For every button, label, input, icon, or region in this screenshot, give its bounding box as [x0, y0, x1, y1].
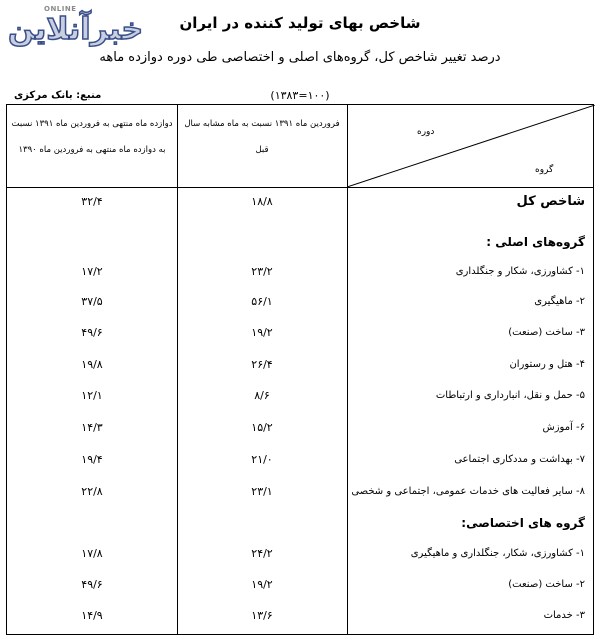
group-heading-row — [7, 232, 595, 252]
row-label: ۷- بهداشت و مددکاری اجتماعی — [454, 454, 585, 465]
corner-diagonal — [347, 105, 595, 187]
table-row — [7, 450, 595, 470]
row-value-twelve-months: ۱۷/۲ — [81, 265, 103, 278]
header-divider — [7, 187, 593, 188]
row-value-april: ۱۵/۲ — [251, 421, 273, 434]
page-title: شاخص بهای تولید کننده در ایران — [179, 14, 421, 32]
column-header-twelve-months: دوازده ماه منتهی به فروردین ماه ۱۳۹۱ نسبت به دوازده ماه منتهی به فروردین ماه ۱۳۹۰ — [11, 119, 173, 155]
row-label: ۸- سایر فعالیت های خدمات عمومی، اجتماعی و شخصی — [351, 486, 585, 497]
row-label: ۲- ماهیگیری — [534, 296, 585, 307]
table-row — [7, 606, 595, 626]
ppi-table — [6, 104, 594, 635]
row-value-twelve-months: ۱۹/۴ — [81, 453, 103, 466]
table-row — [7, 386, 595, 406]
row-value-twelve-months: ۱۴/۳ — [81, 421, 103, 434]
total-row — [7, 192, 595, 212]
row-value-april: ۲۴/۲ — [251, 547, 273, 560]
row-value-twelve-months: ۳۲/۴ — [81, 195, 103, 208]
row-label: ۵- حمل و نقل، انبارداری و ارتباطات — [435, 390, 585, 401]
row-value-april: ۵۶/۱ — [251, 295, 273, 308]
corner-period-label: دوره — [417, 127, 435, 137]
table-row — [7, 292, 595, 312]
row-value-april: ۲۳/۱ — [251, 485, 273, 498]
corner-group-label: گروه — [535, 165, 554, 175]
table-row — [7, 418, 595, 438]
row-label: گروه های اختصاصی: — [461, 516, 585, 530]
row-label: گروه‌های اصلی : — [486, 235, 585, 249]
row-label: ۱- کشاورزی، شکار، جنگلداری و ماهیگیری — [410, 548, 585, 559]
site-logo[interactable] — [6, 2, 144, 50]
row-label: ۳- خدمات — [543, 610, 585, 621]
row-label: ۴- هتل و رستوران — [509, 359, 585, 370]
row-value-april: ۲۶/۴ — [251, 358, 273, 371]
row-label: ۲- ساخت (صنعت) — [508, 579, 585, 590]
row-value-april: ۸/۶ — [254, 389, 270, 402]
logo-online-text: ONLINE — [44, 5, 77, 13]
table-row — [7, 262, 595, 282]
row-value-april: ۱۹/۲ — [251, 326, 273, 339]
row-value-april: ۲۱/۰ — [251, 453, 273, 466]
row-value-april: ۱۳/۶ — [251, 609, 273, 622]
row-label: شاخص کل — [516, 194, 585, 209]
table-row — [7, 482, 595, 502]
row-value-april: ۱۸/۸ — [251, 195, 273, 208]
table-row — [7, 544, 595, 564]
row-value-twelve-months: ۴۹/۶ — [81, 326, 103, 339]
row-label: ۱- کشاورزی، شکار و جنگلداری — [455, 266, 585, 277]
row-value-twelve-months: ۱۲/۱ — [81, 389, 103, 402]
logo-brand-text: خبرآنلاین — [8, 12, 144, 47]
base-year-note: (۱۰۰=۱۳۸۳) — [270, 89, 330, 102]
source-note: منبع: بانک مرکزی — [14, 90, 102, 101]
page-subtitle: درصد تغییر شاخص کل، گروه‌های اصلی و اختصاصی طی دوره دوازده ماهه — [99, 50, 501, 65]
row-value-twelve-months: ۳۷/۵ — [81, 295, 103, 308]
row-label: ۳- ساخت (صنعت) — [508, 327, 585, 338]
column-header-april: فروردین ماه ۱۳۹۱ نسبت به ماه مشابه سال قبل — [184, 119, 340, 155]
row-value-twelve-months: ۱۴/۹ — [81, 609, 103, 622]
row-value-twelve-months: ۱۷/۸ — [81, 547, 103, 560]
group-heading-row — [7, 513, 595, 533]
row-value-twelve-months: ۱۹/۸ — [81, 358, 103, 371]
table-row — [7, 323, 595, 343]
row-value-twelve-months: ۲۲/۸ — [81, 485, 103, 498]
row-value-april: ۲۳/۲ — [251, 265, 273, 278]
row-label: ۶- آموزش — [542, 422, 585, 433]
table-row — [7, 575, 595, 595]
row-value-april: ۱۹/۲ — [251, 578, 273, 591]
table-row — [7, 355, 595, 375]
row-value-twelve-months: ۴۹/۶ — [81, 578, 103, 591]
